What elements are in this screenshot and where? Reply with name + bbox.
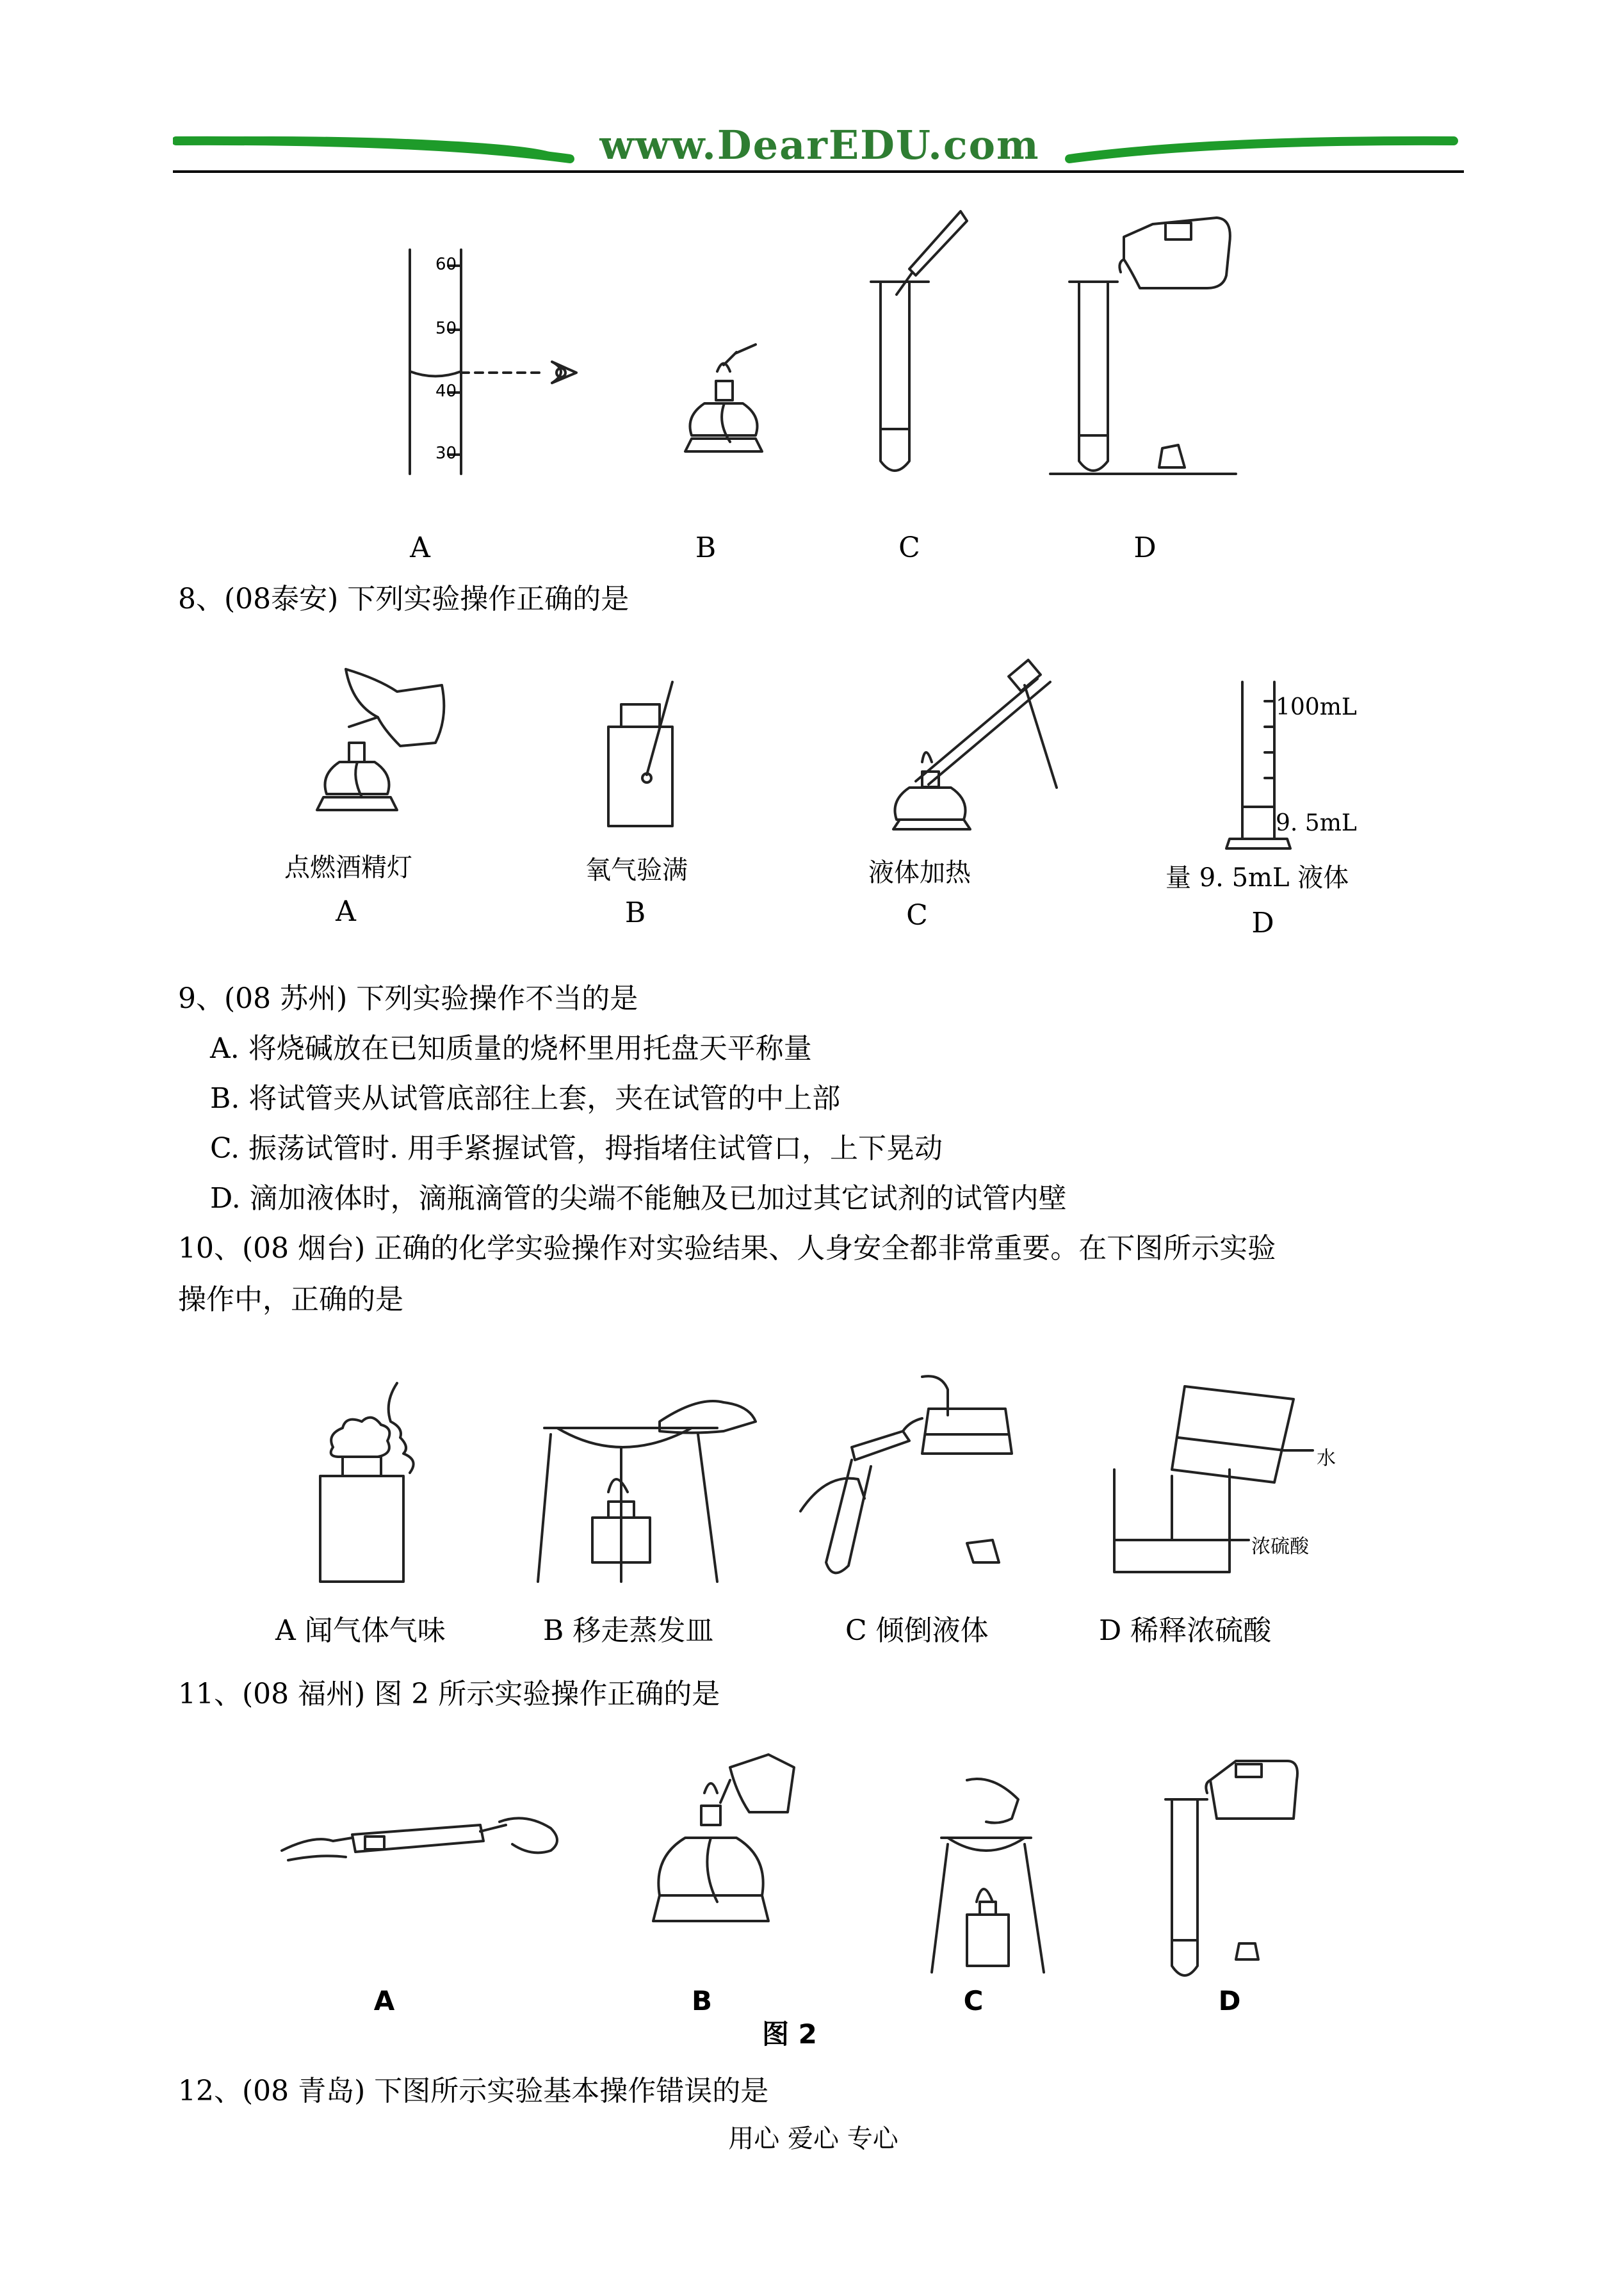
q7-tick-30: 30: [435, 444, 457, 463]
q7-figure-a-graduated-cylinder: [384, 243, 602, 474]
q7-label-b: B: [695, 531, 717, 564]
q9-option-c: C. 振荡试管时. 用手紧握试管，拇指堵住试管口，上下晃动: [210, 1132, 943, 1165]
header-rule: [173, 170, 1464, 173]
q7-tick-50: 50: [435, 319, 457, 338]
q8-caption-d: 量 9. 5mL 液体: [1165, 863, 1349, 893]
q10-label-water: 水: [1317, 1447, 1336, 1470]
q11-figure-b-lighting-lamp: [640, 1742, 807, 1985]
q11-label-d: D: [1218, 1985, 1241, 2016]
q10-figure-c-pouring-liquid: [788, 1370, 1025, 1588]
q9-option-d: D. 滴加液体时，滴瓶滴管的尖端不能触及已加过其它试剂的试管内壁: [210, 1182, 1067, 1215]
q10-caption-b: B 移走蒸发皿: [543, 1614, 714, 1647]
q9-option-b: B. 将试管夹从试管底部往上套，夹在试管的中上部: [210, 1082, 841, 1115]
q10-caption-a: A 闻气体气味: [275, 1614, 446, 1647]
q9-stem: 9、(08 苏州) 下列实验操作不当的是: [178, 982, 638, 1015]
q7-figure-b-alcohol-lamp: [660, 346, 788, 487]
q10-caption-c: C 倾倒液体: [845, 1614, 989, 1647]
q11-figure-c-tripod-dish: [922, 1774, 1050, 1979]
site-logo-text: www.DearEDU.com: [599, 122, 1040, 168]
q8-caption-b: 氧气验满: [585, 856, 688, 885]
q8-caption-a: 点燃酒精灯: [284, 853, 412, 882]
q7-label-c: C: [898, 531, 920, 564]
q8-cylinder-100ml-mark: 100mL: [1276, 694, 1357, 720]
q10-stem-line1: 10、(08 烟台) 正确的化学实验操作对实验结果、人身安全都非常重要。在下图所示实验: [178, 1232, 1276, 1265]
q7-label-a: A: [410, 531, 430, 564]
q8-figure-c-heating-liquid: [865, 666, 1069, 832]
q11-stem: 11、(08 福州) 图 2 所示实验操作正确的是: [178, 1678, 720, 1710]
q8-label-b: B: [624, 896, 646, 929]
q7-tick-60: 60: [435, 255, 457, 274]
q8-caption-c: 液体加热: [868, 858, 971, 888]
q7-figure-d-pouring: [1050, 205, 1242, 487]
q11-label-b: B: [691, 1985, 712, 2016]
q11-label-a: A: [373, 1985, 395, 2016]
q10-stem-line2: 操作中，正确的是: [178, 1283, 403, 1316]
q10-label-sulfuric-acid: 浓硫酸: [1251, 1536, 1309, 1558]
q9-option-a: A. 将烧碱放在已知质量的烧杯里用托盘天平称量: [210, 1032, 812, 1065]
q8-label-d: D: [1251, 907, 1274, 939]
q11-figure-caption: 图 2: [762, 2018, 817, 2050]
q11-label-c: C: [963, 1985, 984, 2016]
q10-figure-d-diluting-acid: [1101, 1380, 1345, 1591]
q7-figure-c-dropper-tube: [858, 205, 973, 487]
q10-caption-d: D 稀释浓硫酸: [1099, 1614, 1272, 1647]
q8-figure-b-gas-bottle: [596, 679, 698, 832]
q8-label-a: A: [336, 895, 356, 928]
footer-motto: 用心 爱心 专心: [728, 2124, 898, 2153]
q11-figure-a-horizontal-tube: [282, 1806, 564, 1889]
q8-figure-a-lighting-lamp: [288, 666, 455, 820]
q8-label-c: C: [906, 899, 928, 932]
q11-figure-d-pouring-tube: [1159, 1748, 1306, 1985]
q8-stem: 8、(08泰安) 下列实验操作正确的是: [178, 583, 629, 615]
q12-stem: 12、(08 青岛) 下图所示实验基本操作错误的是: [178, 2075, 769, 2107]
q10-figure-a-smelling-gas: [307, 1377, 455, 1588]
q7-label-d: D: [1133, 531, 1157, 564]
q7-tick-40: 40: [435, 382, 457, 401]
q10-figure-b-evaporating-dish: [532, 1370, 768, 1588]
q8-cylinder-9.5ml-mark: 9. 5mL: [1276, 810, 1357, 836]
